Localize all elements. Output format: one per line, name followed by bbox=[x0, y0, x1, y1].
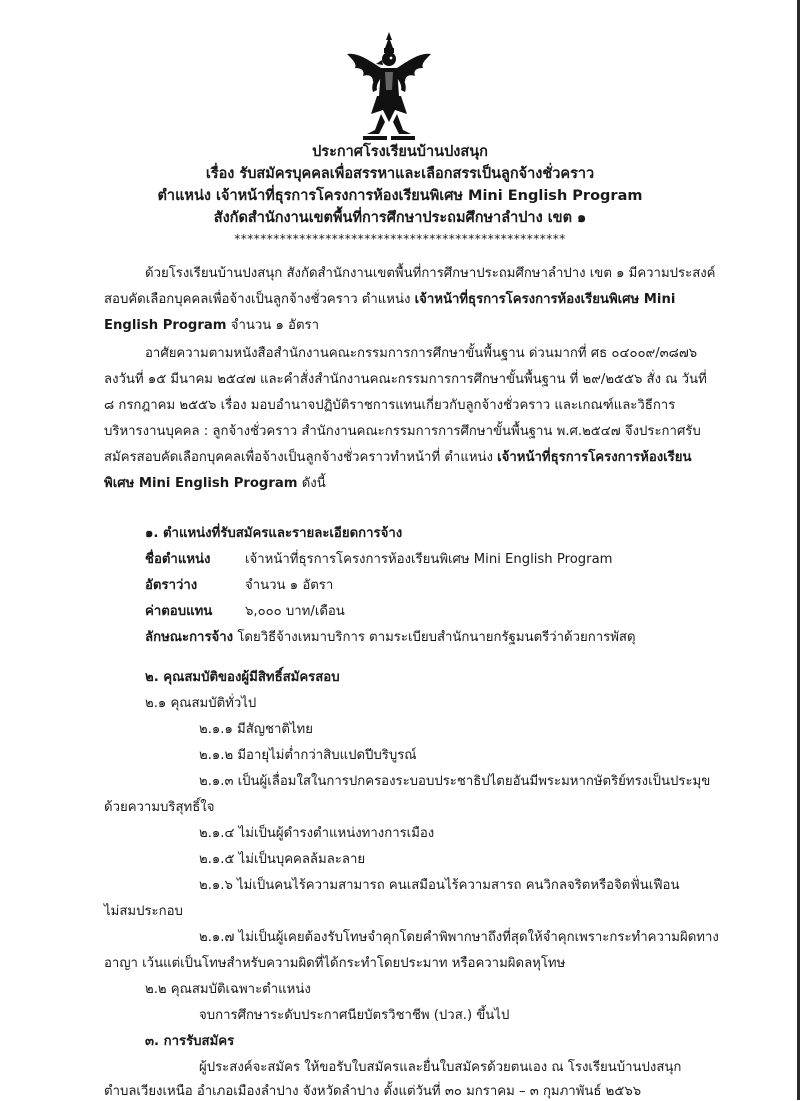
intro-p1-line2 bbox=[104, 288, 675, 309]
qualification-1: ๒.๑.๑ มีสัญชาติไทย bbox=[199, 722, 313, 737]
garuda-emblem-icon bbox=[343, 30, 435, 142]
qualification-3-line2: ด้วยความบริสุทธิ์ใจ bbox=[104, 800, 215, 815]
qualification-7-line2: อาญา เว้นแต่เป็นโทษสำหรับความผิดที่ได้กระทำโดยประมาท หรือความผิดลหุโทษ bbox=[104, 956, 566, 971]
application-line2: ตำบลเวียงเหนือ อำเภอเมืองลำปาง จังหวัดลำปาง ตั้งแต่วันที่ ๓๐ มกราคม – ๓ กุมภาพันธ์ ๒๕๖๖ bbox=[104, 1084, 642, 1099]
intro-p1-line3 bbox=[104, 314, 319, 335]
employment-type-value: โดยวิธีจ้างเหมาบริการ ตามระเบียบสำนักนายกรัฐมนตรีว่าด้วยการพัสดุ bbox=[233, 630, 636, 645]
qualification-6-line2: ไม่สมประกอบ bbox=[104, 904, 183, 919]
intro-p2-line5-text: สมัครสอบคัดเลือกบุคคลเพื่อจ้างเป็นลูกจ้างชั่วคราวทำหน้าที่ ตำแหน่ง bbox=[104, 450, 498, 465]
notice-title: ประกาศโรงเรียนบ้านปงสนุก bbox=[312, 144, 488, 160]
intro-p2-line4: บริหารงานบุคคล : ลูกจ้างชั่วคราว สำนักงานคณะกรรมการการศึกษาขั้นพื้นฐาน พ.ศ.๒๕๔๗ จึงประกาศรับ bbox=[104, 424, 701, 439]
intro-p1-line2-bold: เจ้าหน้าที่ธุรการโครงการห้องเรียนพิเศษ Mini bbox=[414, 292, 676, 307]
qualification-2: ๒.๑.๒ มีอายุไม่ต่ำกว่าสิบแปดปีบริบูรณ์ bbox=[199, 748, 417, 763]
position-name-value: เจ้าหน้าที่ธุรการโครงการห้องเรียนพิเศษ Mini English Program bbox=[245, 552, 613, 567]
intro-p2-line6 bbox=[104, 472, 326, 493]
qualification-6-line1: ๒.๑.๖ ไม่เป็นคนไร้ความสามารถ คนเสมือนไร้ความสารถ คนวิกลจริตหรือจิตฟั่นเฟือน bbox=[199, 878, 680, 893]
intro-p1-line3-text: จำนวน ๑ อัตรา bbox=[226, 318, 320, 333]
section3-heading: ๓. การรับสมัคร bbox=[145, 1034, 235, 1049]
employment-type-label: ลักษณะการจ้าง bbox=[145, 630, 234, 645]
vacancy-value: จำนวน ๑ อัตรา bbox=[245, 578, 334, 593]
intro-p2-line2: ลงวันที่ ๑๕ มีนาคม ๒๕๔๗ และคำสั่งสำนักงานคณะกรรมการการศึกษาขั้นพื้นฐาน ที่ ๒๙/๒๕๕๖ สั่ง ณ วันที่ bbox=[104, 372, 707, 387]
qualification-7-line1: ๒.๑.๗ ไม่เป็นผู้เคยต้องรับโทษจำคุกโดยคำพิพากษาถึงที่สุดให้จำคุกเพราะกระทำความผิดทาง bbox=[199, 930, 719, 945]
qualification-4: ๒.๑.๔ ไม่เป็นผู้ดำรงตำแหน่งทางการเมือง bbox=[199, 826, 435, 841]
intro-p1-line1: ด้วยโรงเรียนบ้านปงสนุก สังกัดสำนักงานเขตพื้นที่การศึกษาประถมศึกษาลำปาง เขต ๑ มีความประสงค์ bbox=[145, 266, 716, 281]
specific-qualifications: ๒.๒ คุณสมบัติเฉพาะตำแหน่ง bbox=[145, 982, 311, 997]
intro-p2-line3: ๘ กรกฎาคม ๒๕๕๖ เรื่อง มอบอำนาจปฏิบัติราชการแทนเกี่ยวกับลูกจ้างชั่วคราว และเกณฑ์และวิธีการ bbox=[104, 398, 676, 413]
application-line1: ผู้ประสงค์จะสมัคร ให้ขอรับใบสมัครและยื่นใบสมัครด้วยตนเอง ณ โรงเรียนบ้านปงสนุก bbox=[199, 1060, 682, 1075]
intro-p1-line2-text: สอบคัดเลือกบุคคลเพื่อจ้างเป็นลูกจ้างชั่วคราว ตำแหน่ง bbox=[104, 292, 415, 307]
intro-p2-line1: อาศัยความตามหนังสือสำนักงานคณะกรรมการการศึกษาขั้นพื้นฐาน ด่วนมากที่ ศธ ๐๔๐๐๙/๓๘๗๖ bbox=[145, 346, 698, 361]
section2-heading: ๒. คุณสมบัติของผู้มีสิทธิ์สมัครสอบ bbox=[145, 670, 340, 685]
intro-p2-line6-bold: พิเศษ Mini English Program bbox=[104, 476, 298, 491]
general-qualifications: ๒.๑ คุณสมบัติทั่วไป bbox=[145, 696, 257, 711]
vacancy-label: อัตราว่าง bbox=[145, 578, 198, 593]
qualification-5: ๒.๑.๕ ไม่เป็นบุคคลล้มละลาย bbox=[199, 852, 366, 867]
section1-heading: ๑. ตำแหน่งที่รับสมัครและรายละเอียดการจ้าง bbox=[145, 526, 403, 541]
notice-affiliation: สังกัดสำนักงานเขตพื้นที่การศึกษาประถมศึกษาลำปาง เขต ๑ bbox=[213, 210, 587, 226]
intro-p2-line5 bbox=[104, 446, 692, 467]
intro-p2-line6-text: ดังนี้ bbox=[297, 476, 326, 491]
notice-subject: เรื่อง รับสมัครบุคคลเพื่อสรรหาและเลือกสรรเป็นลูกจ้างชั่วคราว bbox=[205, 166, 595, 182]
pay-value: ๖,๐๐๐ บาท/เดือน bbox=[245, 604, 345, 619]
employment-type bbox=[145, 626, 636, 647]
pay-label: ค่าตอบแทน bbox=[145, 604, 213, 619]
specific-qualification-text: จบการศึกษาระดับประกาศนียบัตรวิชาชีพ (ปวส.) ขึ้นไป bbox=[199, 1008, 510, 1023]
notice-position: ตำแหน่ง เจ้าหน้าที่ธุรการโครงการห้องเรียนพิเศษ Mini English Program bbox=[157, 188, 643, 204]
qualification-3-line1: ๒.๑.๓ เป็นผู้เลื่อมใสในการปกครองระบอบประชาธิปไตยอันมีพระมหากษัตริย์ทรงเป็นประมุข bbox=[199, 774, 711, 789]
position-name-label: ชื่อตำแหน่ง bbox=[145, 552, 211, 567]
intro-p1-line3-bold: English Program bbox=[104, 318, 227, 333]
separator-line: *************************************************** bbox=[234, 232, 566, 246]
intro-p2-line5-bold: เจ้าหน้าที่ธุรการโครงการห้องเรียน bbox=[497, 450, 692, 465]
